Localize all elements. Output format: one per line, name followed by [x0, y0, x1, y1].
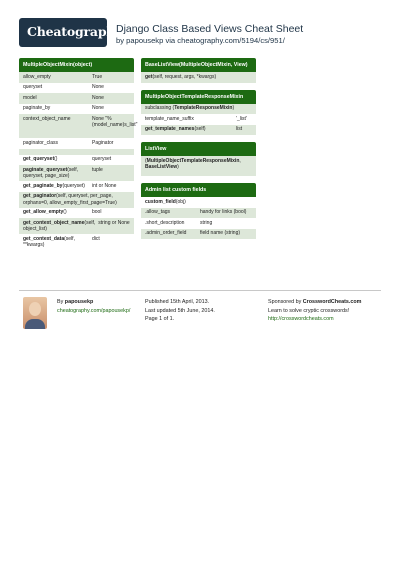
table-row	[19, 72, 134, 83]
bases-sep: ,	[239, 157, 241, 164]
method-args: (queryset)	[62, 182, 85, 189]
method-signature	[23, 167, 92, 180]
table-row	[19, 114, 138, 138]
box-title: BaseListView(MultipleObjectMixin, View)	[141, 58, 256, 72]
method-args: (obj)	[175, 198, 186, 205]
method-name: get_template_names	[145, 126, 195, 132]
method-signature	[23, 209, 92, 216]
method-return: queryset	[92, 156, 112, 162]
method-signature	[23, 193, 130, 206]
row-value: string	[200, 219, 213, 226]
sponsor-name[interactable]: CrosswordCheats.com	[302, 299, 362, 305]
method-name: paginate_queryset	[23, 166, 68, 173]
bases-pre: (	[145, 157, 147, 164]
byline-by: by	[116, 36, 125, 45]
method-name: get	[145, 73, 153, 80]
page-footer	[19, 290, 381, 332]
box-multipleobjectmixin	[19, 58, 138, 250]
row-key: .short_description	[145, 219, 185, 226]
row-value: None	[92, 94, 104, 101]
author-avatar[interactable]	[23, 297, 47, 329]
table-row	[19, 165, 134, 181]
method-args: (self, queryset, per_page, orphans=0, allow_empty_first_page=True)	[23, 193, 117, 206]
table-row	[19, 208, 134, 219]
method-name: get_queryset	[23, 156, 55, 162]
method-args: (self, object_list)	[23, 219, 96, 232]
footer-by: By	[57, 299, 64, 305]
sponsor-tagline: Learn to solve cryptic crosswords!	[268, 307, 350, 314]
footer-author-link[interactable]: cheatography.com/papousekp/	[57, 308, 131, 314]
method-return: tuple	[92, 166, 103, 173]
logo-text: Cheatography	[27, 24, 123, 39]
byline-via: via	[165, 36, 176, 45]
table-row	[141, 218, 256, 229]
table-row	[141, 208, 256, 219]
method-return: dict	[92, 235, 100, 242]
document-title: Django Class Based Views Cheat Sheet	[116, 23, 304, 35]
method-name: get_context_object_name	[23, 219, 85, 226]
box-title: MultipleObjectMixin(object)	[19, 58, 134, 72]
method-args: (self, request, args, *kwargs)	[152, 73, 217, 80]
sponsor-link[interactable]: http://crosswordcheats.com	[268, 316, 334, 323]
method-return: int or None	[92, 182, 117, 189]
method-args: (self, queryset, page_size)	[23, 166, 79, 179]
subclass-pre: subclassing (	[145, 105, 175, 111]
method-args: ()	[63, 209, 67, 215]
method-signature	[145, 199, 252, 206]
published-date: Published 15th April, 2013.	[145, 299, 210, 305]
row-value: None	[92, 84, 104, 90]
column-1	[19, 58, 138, 257]
sponsor-pre: Sponsored by	[268, 299, 302, 305]
table-row	[19, 104, 134, 115]
method-name: get_allow_empty	[23, 209, 64, 215]
row-key: paginate_by	[23, 105, 51, 111]
method-signature	[23, 183, 92, 190]
row-key: allow_empty	[23, 73, 51, 80]
row-value: field name (string)	[200, 230, 241, 236]
method-name: get_paginator	[23, 193, 57, 199]
box-title: ListView	[141, 142, 256, 156]
byline-url-link[interactable]: cheatography.com/5194/cs/951/	[177, 36, 285, 45]
row-key: context_object_name	[23, 115, 71, 122]
column-2	[141, 58, 256, 246]
row-value: Paginator	[92, 139, 114, 146]
table-row	[141, 125, 256, 136]
subclass-name: TemplateResponseMixin	[174, 105, 233, 111]
method-name: custom_field	[145, 198, 176, 205]
method-return: bool	[92, 209, 102, 215]
method-signature	[23, 156, 92, 163]
page-count: Page 1 of 1.	[145, 316, 175, 323]
table-row	[141, 156, 256, 176]
box-multipleobjecttemplateresponsemixin	[141, 90, 256, 136]
footer-author	[57, 298, 130, 316]
row-key: model	[23, 94, 37, 101]
method-return: list	[236, 126, 243, 132]
table-row	[19, 192, 134, 208]
subclass-note	[145, 105, 252, 112]
table-row	[19, 181, 134, 192]
method-args: ()	[54, 156, 58, 162]
table-row	[19, 234, 134, 250]
row-key: paginator_class	[23, 139, 59, 146]
method-name: get_context_data	[23, 235, 65, 242]
box-title: Admin list custom fields	[141, 183, 256, 197]
updated-date: Last updated 5th June, 2014.	[145, 307, 215, 314]
box-baselistview	[141, 58, 256, 83]
table-row	[141, 114, 256, 125]
footer-author-name[interactable]: papousekp	[64, 299, 94, 305]
base-class-2: BaseListView	[145, 164, 178, 170]
table-row	[19, 83, 134, 94]
row-value: None "%(model_name)s_list"	[92, 115, 138, 128]
bases-post: )	[177, 164, 179, 170]
row-key: .allow_tags	[145, 209, 171, 215]
box-title: MultipleObjectTemplateResponseMixin	[141, 90, 256, 104]
table-row	[141, 72, 256, 83]
method-return: string or None	[98, 219, 130, 226]
table-row	[141, 197, 256, 208]
row-key: .admin_order_field	[145, 230, 187, 236]
page-header	[0, 0, 400, 60]
row-value: True	[92, 73, 103, 80]
method-args: (self)	[194, 126, 206, 132]
table-row	[19, 93, 134, 104]
method-name: get_paginate_by	[23, 182, 63, 189]
row-value: None	[92, 105, 104, 111]
subclass-post: )	[232, 105, 235, 111]
row-value: '_list'	[236, 115, 247, 122]
table-row	[141, 229, 256, 240]
box-listview	[141, 142, 256, 176]
byline-author-link[interactable]: papousekp	[126, 36, 164, 45]
method-args: (self, **kwargs)	[23, 235, 75, 248]
method-signature	[23, 220, 98, 233]
box-admin-list-custom-fields	[141, 183, 256, 239]
row-value: handy for links (bool)	[200, 209, 247, 215]
table-row	[19, 138, 134, 149]
base-class-1: MultipleObjectTemplateResponseMixin	[146, 157, 240, 164]
table-row	[19, 218, 134, 234]
row-key: template_name_suffix	[145, 115, 194, 122]
bases-list	[145, 158, 252, 171]
footer-dates	[145, 298, 215, 324]
method-signature	[145, 126, 236, 133]
table-row	[19, 155, 134, 166]
document-byline	[116, 36, 285, 45]
method-signature	[145, 74, 252, 81]
method-signature	[23, 236, 92, 249]
row-key: queryset	[23, 84, 43, 90]
table-row	[141, 104, 256, 115]
footer-sponsor	[268, 298, 361, 324]
